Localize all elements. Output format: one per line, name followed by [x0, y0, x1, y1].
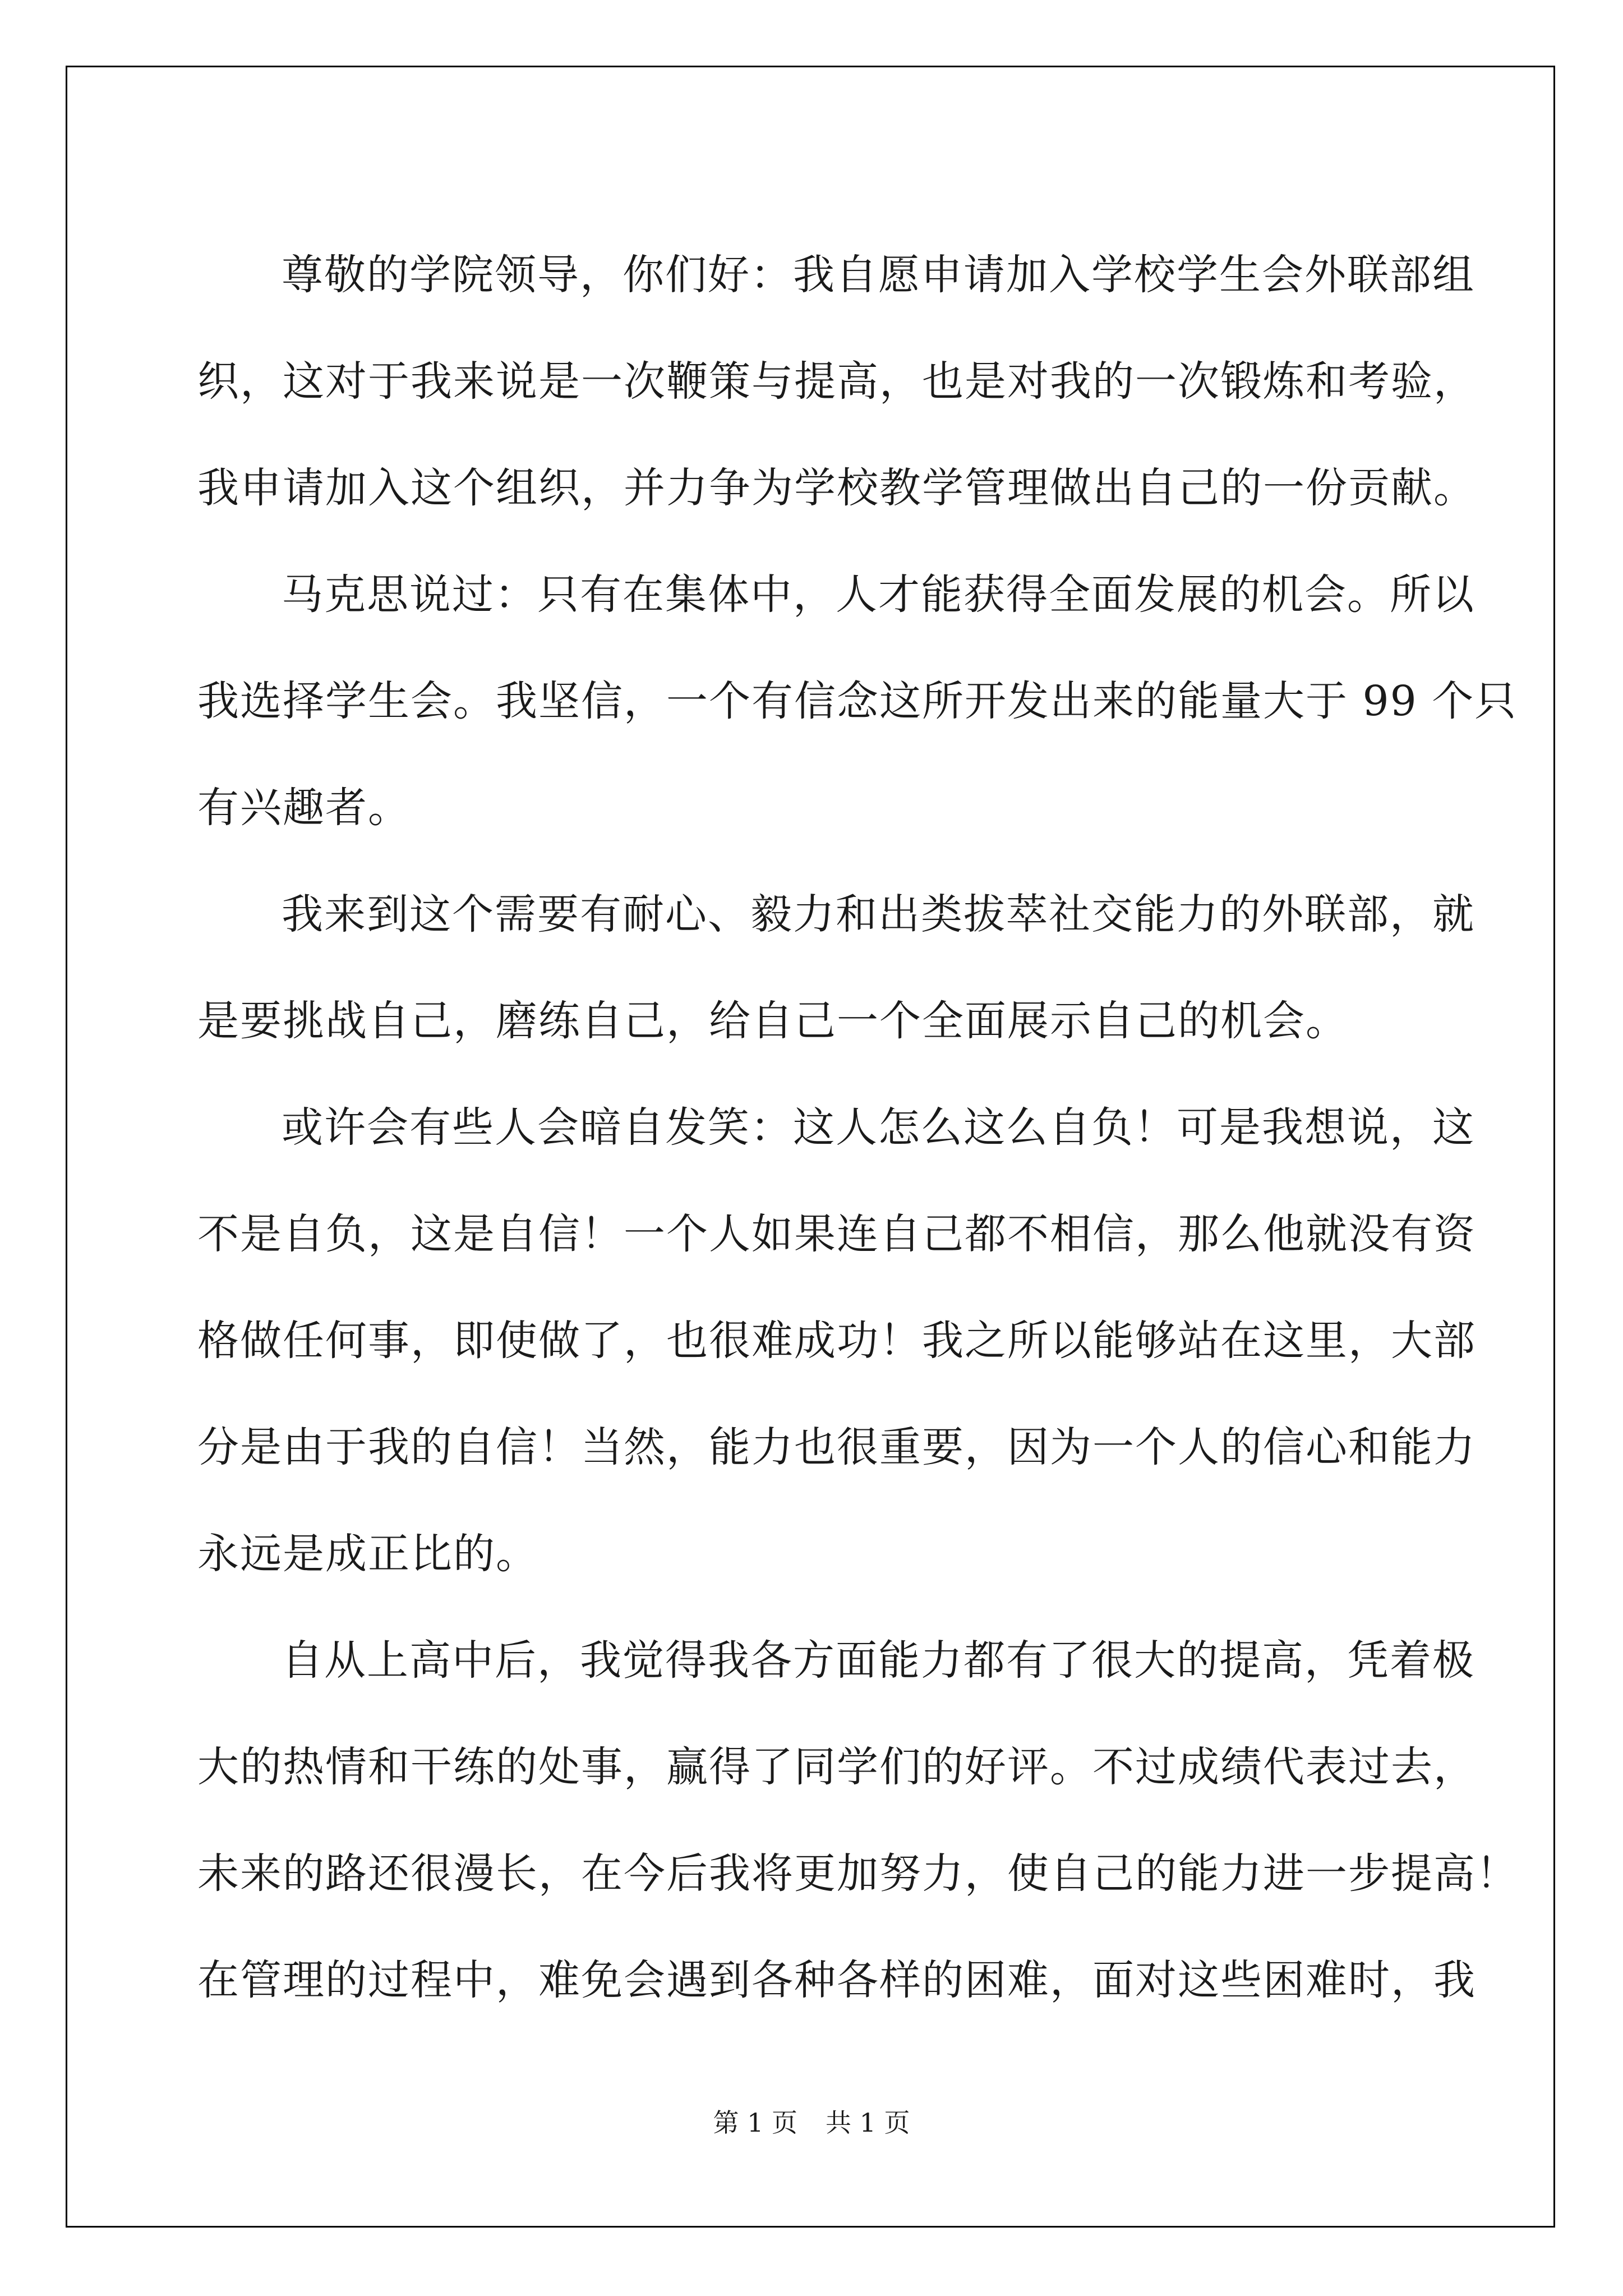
text-line: 我选择学生会。我坚信，一个有信念这所开发出来的能量大于 99 个只 — [197, 677, 1518, 725]
text-line: 永远是成正比的。 — [197, 1530, 538, 1578]
text-line: 我申请加入这个组织，并力争为学校教学管理做出自己的一份贡献。 — [197, 464, 1476, 512]
text-line: 未来的路还很漫长，在今后我将更加努力，使自己的能力进一步提高！ — [197, 1849, 1519, 1898]
text-line: 马克思说过：只有在集体中，人才能获得全面发展的机会。所以 — [282, 570, 1475, 619]
text-line: 我来到这个需要有耐心、毅力和出类拔萃社交能力的外联部，就 — [282, 890, 1475, 938]
text-line: 尊敬的学院领导，你们好：我自愿申请加入学校学生会外联部组 — [282, 251, 1475, 299]
text-line: 自从上高中后，我觉得我各方面能力都有了很大的提高，凭着极 — [282, 1636, 1475, 1685]
text-line: 在管理的过程中，难免会遇到各种各样的困难，面对这些困难时，我 — [197, 1956, 1476, 2004]
text-line: 织，这对于我来说是一次鞭策与提高，也是对我的一次锻炼和考验， — [197, 357, 1476, 406]
page-total: 共 1 页 — [826, 2108, 910, 2138]
text-line: 大的热情和干练的处事，赢得了同学们的好评。不过成绩代表过去， — [197, 1743, 1476, 1791]
page-footer — [0, 2102, 1623, 2139]
text-line: 或许会有些人会暗自发笑：这人怎么这么自负！可是我想说，这 — [282, 1103, 1475, 1152]
text-line: 分是由于我的自信！当然，能力也很重要，因为一个人的信心和能力 — [197, 1423, 1476, 1471]
document-body — [197, 222, 1519, 2033]
text-line: 格做任何事，即使做了，也很难成功！我之所以能够站在这里，大部 — [197, 1317, 1476, 1365]
page-number: 第 1 页 — [713, 2108, 797, 2138]
text-line: 不是自负，这是自信！一个人如果连自己都不相信，那么他就没有资 — [197, 1210, 1476, 1258]
text-line: 有兴趣者。 — [197, 784, 411, 832]
text-line: 是要挑战自己，磨练自己，给自己一个全面展示自己的机会。 — [197, 997, 1348, 1045]
